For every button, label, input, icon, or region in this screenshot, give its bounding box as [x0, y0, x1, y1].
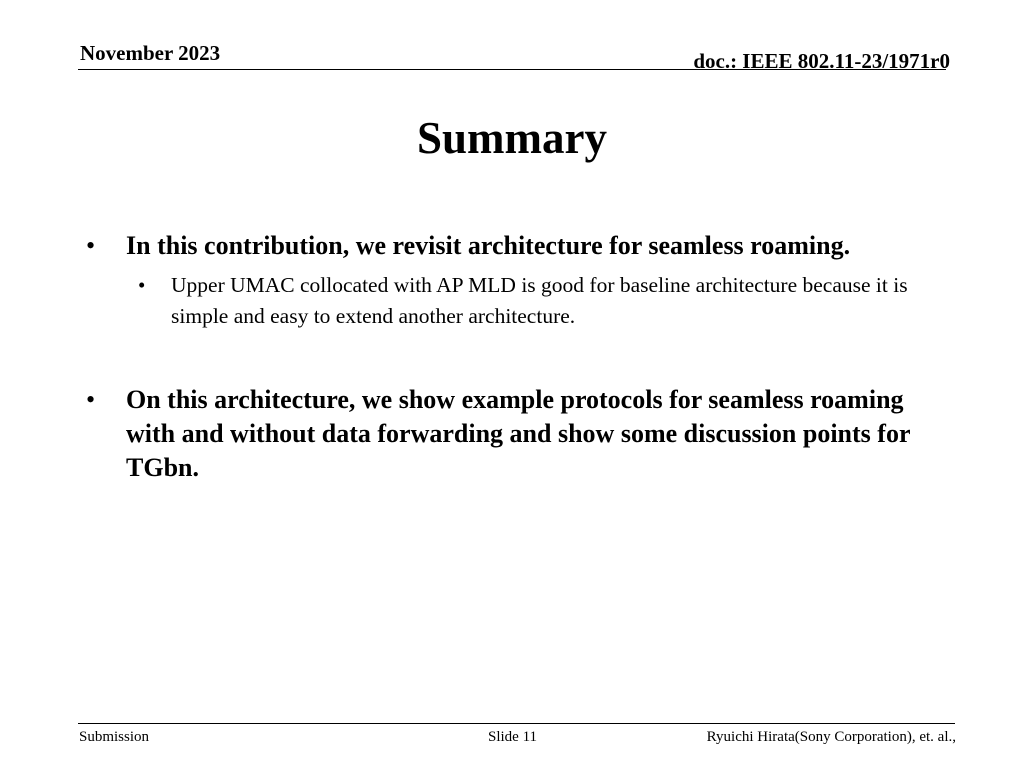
slide-title: Summary — [417, 113, 607, 163]
sub-bullet-text: Upper UMAC collocated with AP MLD is good for baseline architecture because it is simple and easy to extend another architecture. — [171, 273, 908, 328]
bullet-marker: • — [86, 231, 96, 260]
bullet-text: In this contribution, we revisit architecture for seamless roaming. — [126, 231, 851, 260]
footer-slide-number: Slide 11 — [488, 729, 538, 745]
footer-author: Ryuichi Hirata(Sony Corporation), et. al., — [706, 729, 956, 745]
header-doc-id: doc.: IEEE 802.11-23/1971r0 — [693, 49, 950, 73]
bullet-text: On this architecture, we show example protocols for seamless roaming with and without data forwarding and show some discussion points for TGbn. — [126, 385, 911, 482]
footer-submission: Submission — [79, 729, 150, 745]
footer-divider — [78, 723, 955, 724]
sub-bullet-marker: • — [138, 273, 146, 297]
bullet-marker: • — [86, 385, 96, 414]
header-date: November 2023 — [80, 41, 221, 65]
